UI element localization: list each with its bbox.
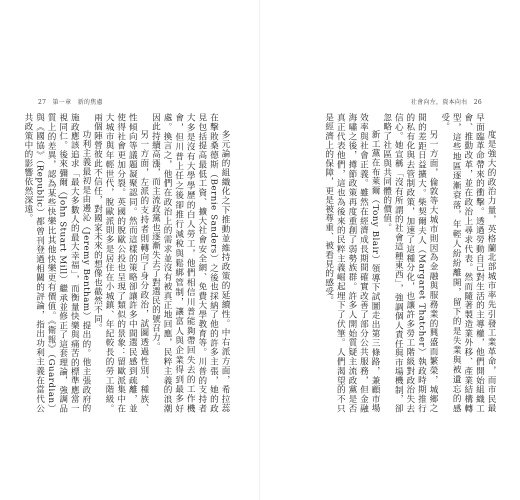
left-page-body [22,113,230,413]
right-page [260,0,520,500]
right-page-number: 26 [473,99,482,106]
paragraph: 多元論的組織化之下推動並維持政策的延續性。中右派方面，希拉蕊在擊敗桑德斯（Bernie Sanders）之後也採納了他的許多主張，她的政見包括提高最低工資、擴大社會安全網、免費大學教育等。川普的支持者大多是沒有大學學歷的白人勞工，他們相信川普能夠帶回失去的工作機會，但川普上任之後卻推行減稅與鬆綁管制，讓富人與企業得到最多好處。換言之，他們在政治上的需求並沒有被真正地回應，民粹主義的浪潮因此持續高漲，而主流政黨也逐漸失去了對選民的號召力。 [150,113,230,413]
paragraph: 新工黨在布萊爾（Tony Blair）領導下試圖走出第三條路，兼顧市場效率與社會正義。雖然在經濟成長期間確實改善了部分公共服務，但金融海嘯之後，撙節政策再度重創了弱勢族群。許多人開始質疑主流政黨是否真正代表他們，這也為後來的民粹主義崛起埋下了伏筆。人們渴望的不只是經濟上的保障，更是被尊重、被看見的感受。 [323,113,381,413]
paragraph: 另一方面，左派的支持者則轉向了身分政治，試圖透過性別、種族、性傾向等議題凝聚認同。然而這樣的策略卻讓許多中間選民感到疏離，並使得社會更加分裂。英國的脫歐公投也呈現了類似的景象：留歐派集中在大城市與年輕世代，脫歐派則多是居住在小城鎮、年紀較長的勞工階級。兩個陣營彼此不信任，對國家未來的想像也截然不同。 [92,113,149,413]
left-page-header [38,97,107,106]
paragraph: 另一方面，倫敦等大城市則因為金融與服務業的興盛而繁榮，城鄉之間的差距日益擴大。柴契爾夫人（Margaret Thatcher）執政時期推行的私有化與去管制政策，加速了這種分化，也讓許多勞工階級對政治失去信心。她宣稱「沒有所謂的社會這種東西」，強調個人責任與市場機制，卻忽略了社區與共同體的價值。 [381,113,439,413]
paragraph: 功利主義最初是由邊沁（Jeremy Bentham）提出的。他主張政府的施政應該追求「最大多數人的最大幸福」，而衡量快樂與痛苦的標準應當一視同仁。後來彌爾（John Stuart Mill）繼承並修正了這套理論，強調品質上的差異，認為某些快樂比其他快樂更有價值。《衛報》（Guardian）與《國協》（Republic）都曾刊登過相關的評論，指出功利主義在當代公共政策中的影響依然深遠。 [22,113,91,413]
right-page-body [290,113,496,413]
right-page-header [407,97,482,106]
left-page-number: 27 [38,99,47,106]
chapter-title: 新的焦慮 [77,99,103,106]
paragraph: 度是強大的政治力量，英格蘭北部城市率先引發工業革命，而市民最早面臨革命帶來的衝擊。透過勞動自己對生活的主導權，他們開始組織工會、推動改革，並在政治上尋求代表。然而隨著製造業外移、產業結構轉型，這些地區逐漸衰落，年輕人紛紛離開，留下的是失業與被遺忘的感受。 [439,113,496,413]
running-title: 社會向左，資本向右 [410,99,468,106]
chapter-number: 第一章 [52,99,72,106]
